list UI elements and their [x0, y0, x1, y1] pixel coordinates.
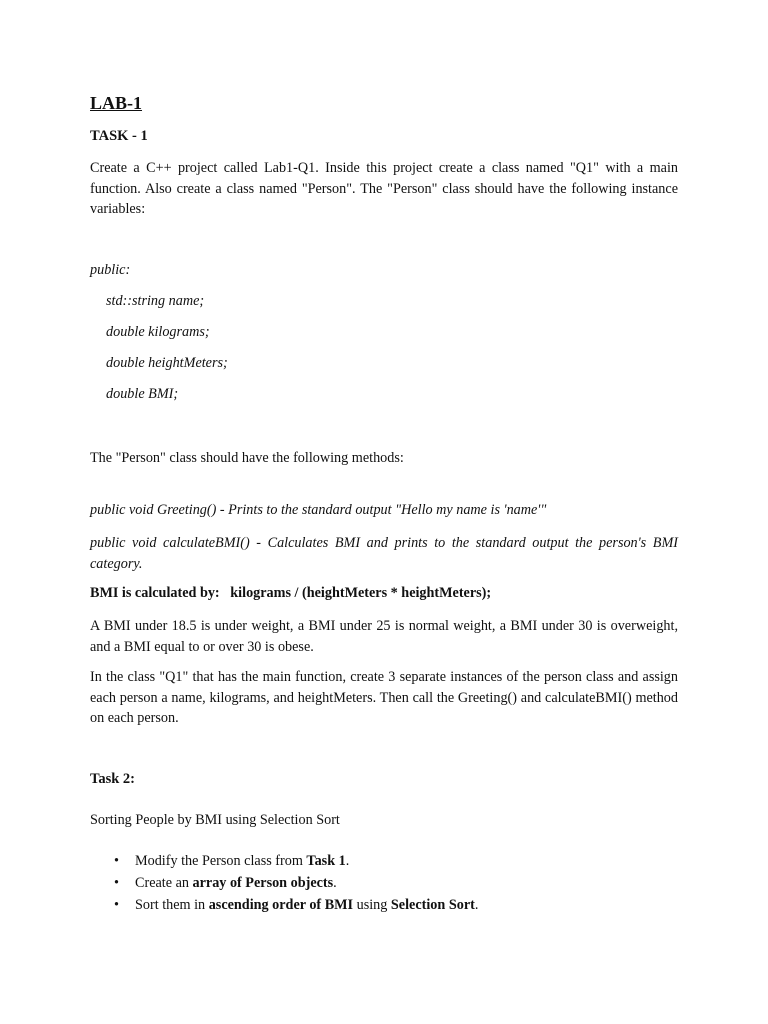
method-greeting: public void Greeting() - Prints to the standard output "Hello my name is 'name'" [90, 502, 547, 518]
bmi-formula: BMI is calculated by: kilograms / (heightMeters * heightMeters); [90, 585, 492, 601]
task1-heading: TASK - 1 [90, 128, 148, 144]
member-name: std::string name; [106, 293, 205, 309]
bullet-icon: • [114, 875, 119, 891]
member-height-meters: double heightMeters; [106, 355, 228, 371]
member-bmi: double BMI; [106, 386, 179, 402]
bullet-text-mid: using [353, 897, 391, 913]
task2-bullet-list [90, 850, 678, 916]
methods-intro: The "Person" class should have the following methods: [90, 450, 404, 466]
list-item [90, 850, 678, 872]
bullet-text: Create an [135, 875, 193, 891]
bullet-text-end: . [474, 897, 479, 913]
bullet-text-end: . [333, 875, 337, 891]
task2-heading: Task 2: [90, 771, 136, 787]
bullet-text-end: . [345, 853, 350, 869]
bullet-text: Modify the Person class from [135, 853, 307, 869]
task1-intro-paragraph: Create a C++ project called Lab1-Q1. Inside this project create a class named "Q1" with a main function. Also create a class named "Person". The "Person" class should have the following instance variables: [90, 160, 678, 217]
bullet-icon: • [114, 897, 119, 913]
access-specifier: public: [90, 262, 131, 278]
method-calculate-bmi: public void calculateBMI() - Calculates BMI and prints to the standard output the person's BMI category. [90, 535, 678, 572]
main-instructions-paragraph: In the class "Q1" that has the main function, create 3 separate instances of the person class and assign each person a name, kilograms, and heightMeters. Then call the Greeting() and calculateBMI() method on each person. [90, 669, 678, 726]
bullet-bold-text: Task 1 [306, 853, 346, 869]
bullet-bold-text-2: Selection Sort [390, 897, 475, 913]
bullet-bold-text: ascending order of BMI [208, 897, 354, 913]
bmi-categories-paragraph: A BMI under 18.5 is under weight, a BMI under 25 is normal weight, a BMI under 30 is overweight, and a BMI equal to or over 30 is obese. [90, 618, 678, 655]
bullet-bold-text: array of Person objects [192, 875, 334, 891]
member-kilograms: double kilograms; [106, 324, 210, 340]
list-item [90, 894, 678, 916]
lab-title: LAB-1 [90, 93, 143, 113]
bullet-text: Sort them in [135, 897, 209, 913]
list-item [90, 872, 678, 894]
task2-subtitle: Sorting People by BMI using Selection Sort [90, 812, 340, 828]
bullet-icon: • [114, 853, 119, 869]
